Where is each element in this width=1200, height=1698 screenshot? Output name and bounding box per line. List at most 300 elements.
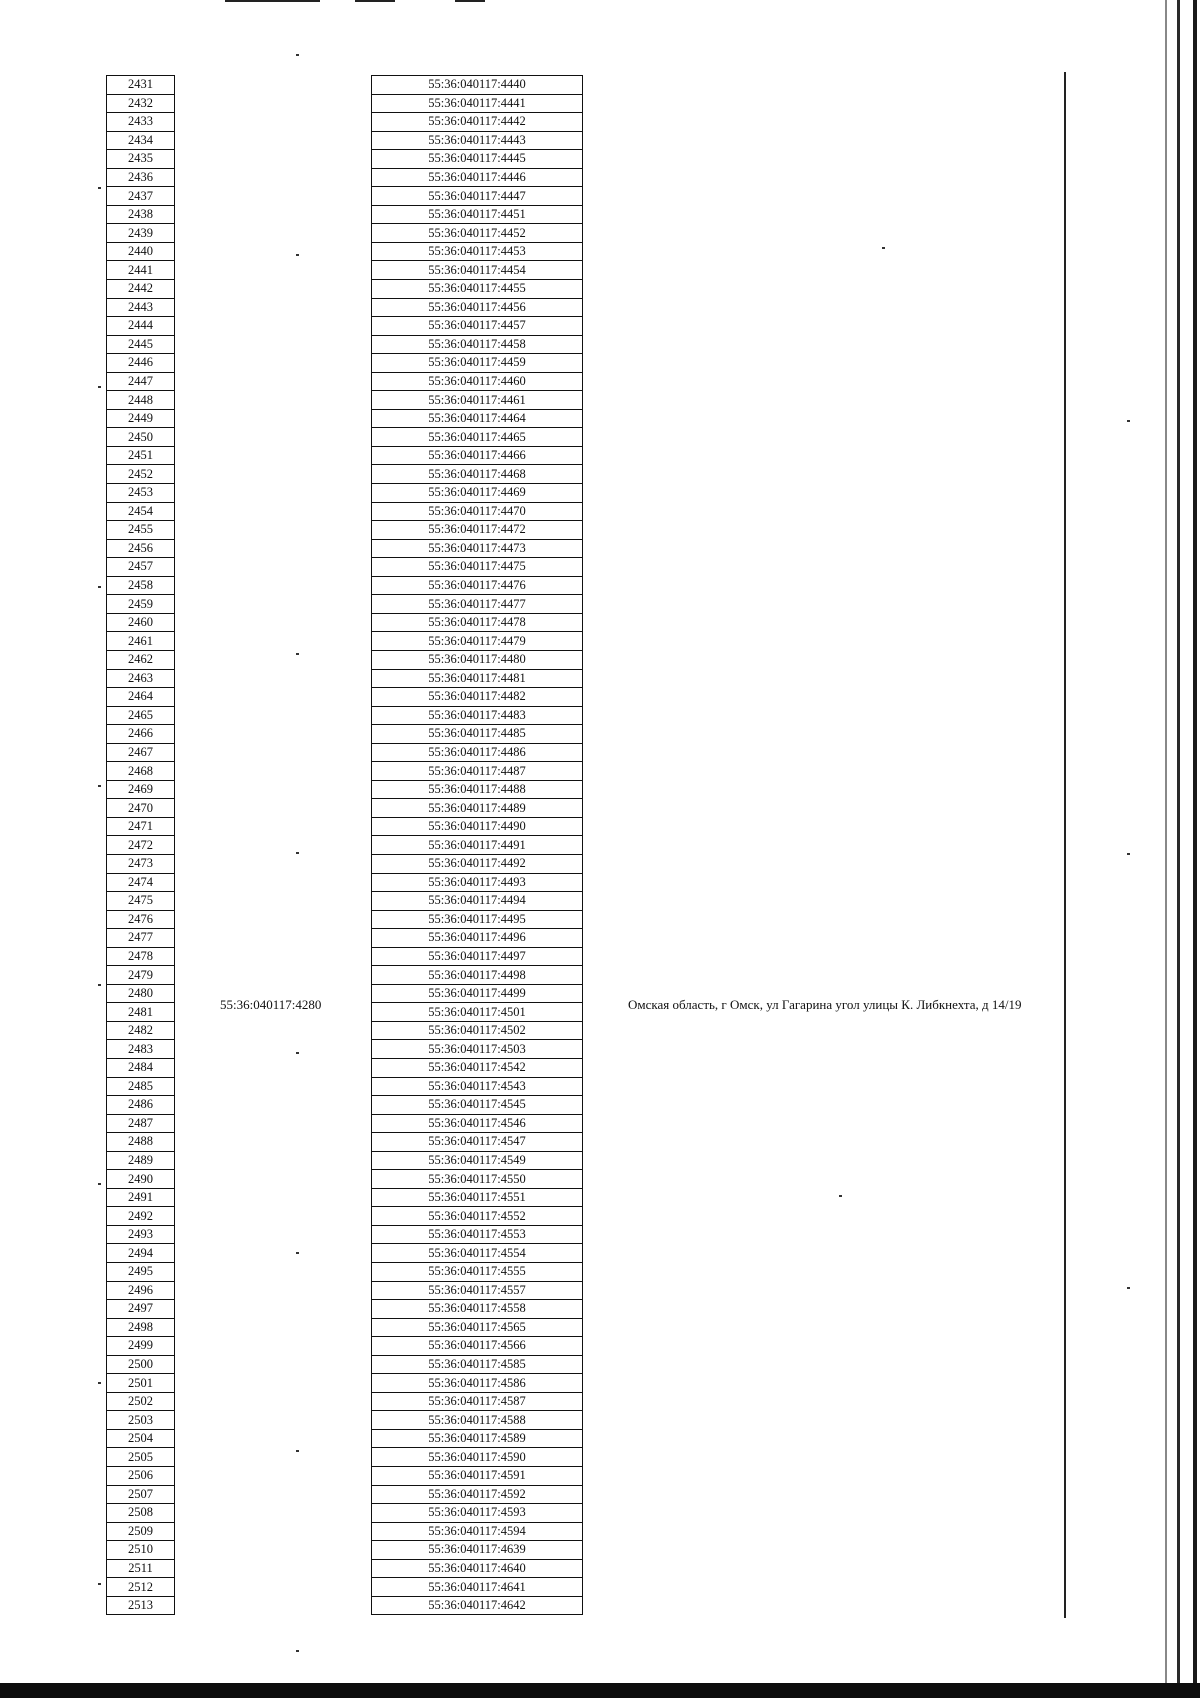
cadastral-number-cell: 55:36:040117:4486	[372, 743, 583, 762]
table-row	[107, 929, 175, 948]
row-number-cell: 2463	[107, 669, 175, 688]
cadastral-number-cell: 55:36:040117:4476	[372, 576, 583, 595]
row-number-cell: 2501	[107, 1374, 175, 1393]
table-row	[372, 1578, 583, 1597]
row-number-cell: 2441	[107, 261, 175, 280]
table-row	[107, 984, 175, 1003]
table-row	[372, 205, 583, 224]
row-number-cell: 2448	[107, 391, 175, 410]
table-row	[372, 131, 583, 150]
cadastral-number-cell: 55:36:040117:4442	[372, 113, 583, 132]
cadastral-number-cell: 55:36:040117:4549	[372, 1151, 583, 1170]
cadastral-number-cell: 55:36:040117:4490	[372, 817, 583, 836]
cadastral-number-cell: 55:36:040117:4641	[372, 1578, 583, 1597]
table-row	[372, 743, 583, 762]
table-row	[372, 1021, 583, 1040]
table-row	[372, 1559, 583, 1578]
table-row	[372, 632, 583, 651]
scan-speck	[296, 1252, 299, 1254]
table-row	[107, 669, 175, 688]
table-row	[107, 1559, 175, 1578]
table-row	[372, 150, 583, 169]
table-row	[372, 428, 583, 447]
table-row	[372, 465, 583, 484]
table-row	[107, 446, 175, 465]
scan-artifact	[355, 0, 395, 2]
cadastral-number-cell: 55:36:040117:4454	[372, 261, 583, 280]
row-number-cell: 2496	[107, 1281, 175, 1300]
table-row	[372, 910, 583, 929]
row-number-cell: 2490	[107, 1170, 175, 1189]
cadastral-number-cell: 55:36:040117:4495	[372, 910, 583, 929]
row-number-cell: 2487	[107, 1114, 175, 1133]
table-row	[372, 780, 583, 799]
table-row	[372, 1522, 583, 1541]
table-row	[372, 836, 583, 855]
cadastral-number-cell: 55:36:040117:4466	[372, 446, 583, 465]
table-row	[107, 1337, 175, 1356]
cadastral-number-cell: 55:36:040117:4472	[372, 521, 583, 540]
table-row	[107, 131, 175, 150]
scan-speck	[839, 1195, 842, 1197]
table-row	[372, 446, 583, 465]
table-row	[372, 335, 583, 354]
table-row	[107, 725, 175, 744]
table-row	[107, 1281, 175, 1300]
table-row	[107, 558, 175, 577]
cadastral-number-cell: 55:36:040117:4642	[372, 1596, 583, 1615]
table-row	[372, 1263, 583, 1282]
table-row	[107, 1596, 175, 1615]
cadastral-number-cell: 55:36:040117:4481	[372, 669, 583, 688]
table-row	[372, 966, 583, 985]
row-number-cell: 2482	[107, 1021, 175, 1040]
row-number-cell: 2502	[107, 1392, 175, 1411]
cadastral-number-cell: 55:36:040117:4479	[372, 632, 583, 651]
table-row	[107, 1170, 175, 1189]
table-row	[107, 298, 175, 317]
table-row	[372, 1077, 583, 1096]
cadastral-number-cell: 55:36:040117:4590	[372, 1448, 583, 1467]
cadastral-number-cell: 55:36:040117:4460	[372, 372, 583, 391]
scan-edge	[1193, 0, 1197, 1698]
row-number-cell: 2466	[107, 725, 175, 744]
table-row	[107, 317, 175, 336]
row-number-cell: 2462	[107, 650, 175, 669]
cadastral-number-cell: 55:36:040117:4477	[372, 595, 583, 614]
row-number-cell: 2484	[107, 1058, 175, 1077]
row-number-cell: 2442	[107, 280, 175, 299]
row-number-cell: 2470	[107, 799, 175, 818]
cadastral-number-cell: 55:36:040117:4441	[372, 94, 583, 113]
table-row	[372, 613, 583, 632]
table-row	[107, 1003, 175, 1022]
table-row	[372, 94, 583, 113]
table-row	[107, 224, 175, 243]
table-row	[372, 799, 583, 818]
table-row	[107, 1021, 175, 1040]
row-number-cell: 2450	[107, 428, 175, 447]
row-number-cell: 2488	[107, 1133, 175, 1152]
row-number-cell: 2486	[107, 1096, 175, 1115]
table-row	[107, 187, 175, 206]
cadastral-number-cell: 55:36:040117:4456	[372, 298, 583, 317]
table-row	[372, 484, 583, 503]
table-row	[372, 1448, 583, 1467]
row-number-cell: 2477	[107, 929, 175, 948]
cadastral-number-cell: 55:36:040117:4458	[372, 335, 583, 354]
row-number-cell: 2512	[107, 1578, 175, 1597]
cadastral-number-cell: 55:36:040117:4488	[372, 780, 583, 799]
table-row	[372, 521, 583, 540]
row-number-cell: 2458	[107, 576, 175, 595]
cadastral-number-cell: 55:36:040117:4587	[372, 1392, 583, 1411]
table-row	[372, 280, 583, 299]
cadastral-number-cell: 55:36:040117:4639	[372, 1541, 583, 1560]
scan-edge	[1165, 0, 1167, 1698]
row-number-cell: 2481	[107, 1003, 175, 1022]
row-number-cell: 2443	[107, 298, 175, 317]
cadastral-number-cell: 55:36:040117:4497	[372, 947, 583, 966]
table-row	[372, 1429, 583, 1448]
row-number-cell: 2457	[107, 558, 175, 577]
cadastral-number-cell: 55:36:040117:4566	[372, 1337, 583, 1356]
scan-speck	[296, 852, 299, 854]
table-row	[107, 1040, 175, 1059]
cadastral-number-cell: 55:36:040117:4558	[372, 1300, 583, 1319]
table-row	[372, 669, 583, 688]
row-number-cell: 2449	[107, 409, 175, 428]
cadastral-number-cell: 55:36:040117:4588	[372, 1411, 583, 1430]
row-number-cell: 2455	[107, 521, 175, 540]
table-row	[372, 1467, 583, 1486]
table-row	[372, 1300, 583, 1319]
table-row	[372, 706, 583, 725]
cadastral-number-cell: 55:36:040117:4503	[372, 1040, 583, 1059]
row-number-column	[106, 75, 175, 1615]
row-number-cell: 2503	[107, 1411, 175, 1430]
table-row	[107, 1318, 175, 1337]
cadastral-number-column	[371, 75, 583, 1615]
table-row	[107, 1225, 175, 1244]
table-row	[107, 280, 175, 299]
cadastral-number-cell: 55:36:040117:4485	[372, 725, 583, 744]
table-row	[372, 892, 583, 911]
table-row	[372, 242, 583, 261]
table-row	[372, 298, 583, 317]
table-row	[107, 688, 175, 707]
cadastral-number-cell: 55:36:040117:4480	[372, 650, 583, 669]
cadastral-number-cell: 55:36:040117:4546	[372, 1114, 583, 1133]
scan-speck	[296, 54, 299, 56]
cadastral-number-cell: 55:36:040117:4491	[372, 836, 583, 855]
table-row	[107, 817, 175, 836]
table-row	[107, 94, 175, 113]
cadastral-number-cell: 55:36:040117:4461	[372, 391, 583, 410]
cadastral-number-cell: 55:36:040117:4501	[372, 1003, 583, 1022]
cadastral-number-cell: 55:36:040117:4589	[372, 1429, 583, 1448]
table-row	[372, 1374, 583, 1393]
row-number-cell: 2483	[107, 1040, 175, 1059]
row-number-cell: 2468	[107, 762, 175, 781]
scan-speck	[98, 785, 101, 787]
table-row	[372, 1188, 583, 1207]
row-number-cell: 2504	[107, 1429, 175, 1448]
cadastral-number-cell: 55:36:040117:4453	[372, 242, 583, 261]
row-number-cell: 2492	[107, 1207, 175, 1226]
table-row	[107, 1541, 175, 1560]
cadastral-number-cell: 55:36:040117:4496	[372, 929, 583, 948]
cadastral-number-cell: 55:36:040117:4640	[372, 1559, 583, 1578]
table-row	[107, 1392, 175, 1411]
scan-speck	[98, 1382, 101, 1384]
table-row	[107, 1096, 175, 1115]
table-row	[107, 539, 175, 558]
cadastral-number-cell: 55:36:040117:4443	[372, 131, 583, 150]
row-number-cell: 2507	[107, 1485, 175, 1504]
table-row	[107, 892, 175, 911]
table-row	[107, 335, 175, 354]
cadastral-number-cell: 55:36:040117:4478	[372, 613, 583, 632]
scan-bottom-band	[0, 1683, 1200, 1698]
row-number-cell: 2451	[107, 446, 175, 465]
table-row	[107, 947, 175, 966]
cadastral-number-cell: 55:36:040117:4446	[372, 168, 583, 187]
table-row	[107, 613, 175, 632]
cadastral-number-cell: 55:36:040117:4555	[372, 1263, 583, 1282]
table-row	[372, 76, 583, 95]
table-row	[107, 706, 175, 725]
row-number-cell: 2454	[107, 502, 175, 521]
table-row	[107, 242, 175, 261]
table-row	[372, 317, 583, 336]
scan-speck	[98, 1183, 101, 1185]
cadastral-number-cell: 55:36:040117:4502	[372, 1021, 583, 1040]
table-row	[107, 1188, 175, 1207]
table-row	[107, 372, 175, 391]
table-row	[107, 799, 175, 818]
table-row	[372, 1318, 583, 1337]
table-row	[107, 354, 175, 373]
table-row	[372, 1133, 583, 1152]
table-row	[107, 854, 175, 873]
row-number-cell: 2452	[107, 465, 175, 484]
cadastral-number-cell: 55:36:040117:4475	[372, 558, 583, 577]
cadastral-number-cell: 55:36:040117:4483	[372, 706, 583, 725]
row-number-cell: 2461	[107, 632, 175, 651]
table-row	[107, 150, 175, 169]
table-row	[372, 817, 583, 836]
row-number-cell: 2431	[107, 76, 175, 95]
table-row	[372, 409, 583, 428]
table-row	[372, 1114, 583, 1133]
table-row	[372, 1596, 583, 1615]
row-number-cell: 2440	[107, 242, 175, 261]
table-row	[372, 558, 583, 577]
table-row	[372, 354, 583, 373]
table-row	[372, 1337, 583, 1356]
table-row	[107, 762, 175, 781]
row-number-cell: 2491	[107, 1188, 175, 1207]
table-row	[107, 650, 175, 669]
row-number-cell: 2498	[107, 1318, 175, 1337]
cadastral-number-cell: 55:36:040117:4451	[372, 205, 583, 224]
table-row	[107, 205, 175, 224]
cadastral-number-cell: 55:36:040117:4465	[372, 428, 583, 447]
row-number-cell: 2499	[107, 1337, 175, 1356]
scan-speck	[882, 247, 885, 249]
table-row	[372, 502, 583, 521]
cadastral-number-cell: 55:36:040117:4557	[372, 1281, 583, 1300]
table-row	[107, 1448, 175, 1467]
row-number-cell: 2453	[107, 484, 175, 503]
table-right-border	[1064, 72, 1066, 1618]
cadastral-number-cell: 55:36:040117:4498	[372, 966, 583, 985]
row-number-cell: 2510	[107, 1541, 175, 1560]
table-row	[107, 1355, 175, 1374]
table-row	[107, 391, 175, 410]
table-row	[372, 1170, 583, 1189]
cadastral-number-cell: 55:36:040117:4489	[372, 799, 583, 818]
row-number-cell: 2444	[107, 317, 175, 336]
row-number-cell: 2437	[107, 187, 175, 206]
scan-speck	[98, 386, 101, 388]
table-row	[107, 576, 175, 595]
row-number-cell: 2511	[107, 1559, 175, 1578]
row-number-cell: 2439	[107, 224, 175, 243]
cadastral-number-cell: 55:36:040117:4493	[372, 873, 583, 892]
table-row	[372, 576, 583, 595]
row-number-cell: 2447	[107, 372, 175, 391]
table-row	[372, 168, 583, 187]
row-number-cell: 2435	[107, 150, 175, 169]
table-row	[107, 1300, 175, 1319]
row-number-cell: 2459	[107, 595, 175, 614]
row-number-cell: 2446	[107, 354, 175, 373]
table-row	[372, 187, 583, 206]
table-row	[372, 762, 583, 781]
row-number-cell: 2478	[107, 947, 175, 966]
table-row	[372, 688, 583, 707]
row-number-cell: 2493	[107, 1225, 175, 1244]
table-row	[372, 372, 583, 391]
cadastral-number-cell: 55:36:040117:4585	[372, 1355, 583, 1374]
cadastral-number-cell: 55:36:040117:4591	[372, 1467, 583, 1486]
scan-speck	[98, 586, 101, 588]
table-row	[107, 465, 175, 484]
row-number-cell: 2465	[107, 706, 175, 725]
row-number-cell: 2464	[107, 688, 175, 707]
scan-speck	[296, 1650, 299, 1652]
row-number-cell: 2469	[107, 780, 175, 799]
cadastral-number-cell: 55:36:040117:4542	[372, 1058, 583, 1077]
cadastral-number-cell: 55:36:040117:4457	[372, 317, 583, 336]
table-row	[372, 261, 583, 280]
table-row	[372, 539, 583, 558]
scan-artifact	[455, 0, 485, 2]
row-number-cell: 2508	[107, 1504, 175, 1523]
row-number-cell: 2445	[107, 335, 175, 354]
cadastral-number-cell: 55:36:040117:4551	[372, 1188, 583, 1207]
table-row	[372, 1225, 583, 1244]
table-row	[107, 502, 175, 521]
table-row	[107, 409, 175, 428]
cadastral-number-cell: 55:36:040117:4445	[372, 150, 583, 169]
table-row	[372, 1040, 583, 1059]
table-row	[107, 632, 175, 651]
table-row	[107, 1485, 175, 1504]
row-number-cell: 2513	[107, 1596, 175, 1615]
cadastral-number-cell: 55:36:040117:4499	[372, 984, 583, 1003]
table-row	[372, 873, 583, 892]
scan-speck	[1127, 420, 1130, 422]
scan-speck	[98, 984, 101, 986]
table-row	[107, 1151, 175, 1170]
scan-speck	[98, 1583, 101, 1585]
cadastral-number-cell: 55:36:040117:4565	[372, 1318, 583, 1337]
row-number-cell: 2500	[107, 1355, 175, 1374]
row-number-cell: 2494	[107, 1244, 175, 1263]
row-number-cell: 2432	[107, 94, 175, 113]
table-row	[372, 929, 583, 948]
row-number-cell: 2474	[107, 873, 175, 892]
cadastral-number-cell: 55:36:040117:4586	[372, 1374, 583, 1393]
cadastral-number-cell: 55:36:040117:4459	[372, 354, 583, 373]
table-row	[107, 168, 175, 187]
table-row	[372, 1541, 583, 1560]
table-row	[107, 428, 175, 447]
table-row	[372, 1355, 583, 1374]
cadastral-number-cell: 55:36:040117:4464	[372, 409, 583, 428]
row-number-cell: 2497	[107, 1300, 175, 1319]
row-number-cell: 2509	[107, 1522, 175, 1541]
table-row	[107, 1522, 175, 1541]
table-row	[372, 1244, 583, 1263]
table-row	[372, 1207, 583, 1226]
row-number-cell: 2473	[107, 854, 175, 873]
cadastral-number-cell: 55:36:040117:4494	[372, 892, 583, 911]
table-row	[107, 1244, 175, 1263]
table-row	[372, 1504, 583, 1523]
table-row	[372, 391, 583, 410]
table-row	[107, 521, 175, 540]
table-row	[372, 1096, 583, 1115]
table-row	[372, 1151, 583, 1170]
table-row	[372, 1485, 583, 1504]
row-number-cell: 2480	[107, 984, 175, 1003]
row-number-cell: 2485	[107, 1077, 175, 1096]
table-row	[372, 1411, 583, 1430]
row-number-cell: 2456	[107, 539, 175, 558]
cadastral-number-cell: 55:36:040117:4447	[372, 187, 583, 206]
table-row	[107, 1504, 175, 1523]
row-number-cell: 2433	[107, 113, 175, 132]
table-row	[107, 1374, 175, 1393]
cadastral-number-cell: 55:36:040117:4543	[372, 1077, 583, 1096]
table-row	[372, 650, 583, 669]
table-row	[372, 725, 583, 744]
scan-edge	[1177, 0, 1180, 1698]
scan-speck	[296, 1450, 299, 1452]
table-row	[107, 836, 175, 855]
table-row	[372, 1392, 583, 1411]
table-row	[107, 1263, 175, 1282]
table-row	[372, 595, 583, 614]
cadastral-number-cell: 55:36:040117:4592	[372, 1485, 583, 1504]
table-row	[107, 743, 175, 762]
table-row	[107, 1114, 175, 1133]
table-row	[107, 780, 175, 799]
